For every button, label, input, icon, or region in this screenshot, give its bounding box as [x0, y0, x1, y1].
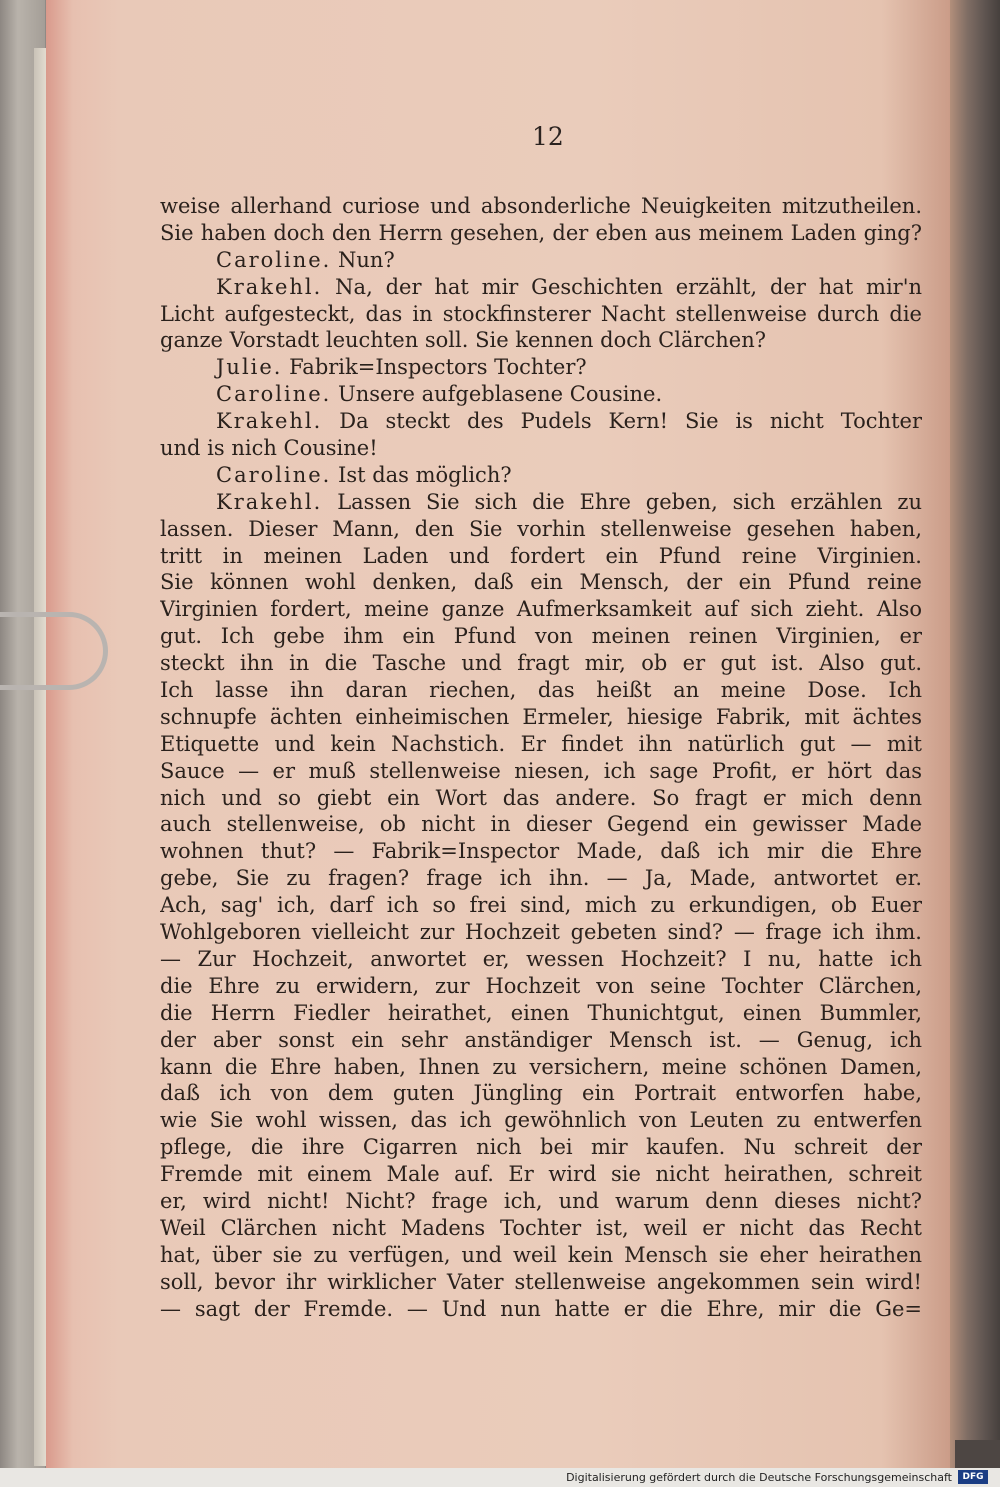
text-line [160, 193, 922, 220]
text-line [160, 462, 922, 489]
text-line [160, 758, 922, 785]
text-line [160, 865, 922, 892]
line-text: tritt in meinen Laden und fordert ein Pfund reine Virginien. [160, 543, 922, 568]
line-text: Sie können wohl denken, daß ein Mensch, der ein Pfund reine [160, 570, 922, 595]
line-text: — sagt der Fremde. — Und nun hatte er die Ehre, mir die Ge= [160, 1296, 922, 1321]
line-text: Fabrik=Inspectors Tochter? [282, 355, 587, 380]
line-text: Etiquette und kein Nachstich. Er findet ihn natürlich gut — mit [160, 731, 922, 756]
text-line [160, 1161, 922, 1188]
text-line [160, 569, 922, 596]
footer-credit: Digitalisierung gefördert durch die Deutsche Forschungsgemeinschaft [566, 1471, 952, 1484]
line-text: kann die Ehre haben, Ihnen zu versichern, meine schönen Damen, [160, 1054, 922, 1079]
speaker-name: Krakehl. [216, 489, 323, 514]
line-text: Nun? [331, 247, 395, 272]
line-text: soll, bevor ihr wirklicher Vater stellenweise angekommen sein wird! [160, 1269, 922, 1294]
line-text: die Ehre zu erwidern, zur Hochzeit von seine Tochter Clärchen, [160, 973, 922, 998]
line-text: schnupfe ächten einheimischen Ermeler, hiesige Fabrik, mit ächtes [160, 704, 922, 729]
text-line [160, 435, 922, 462]
text-line [160, 1134, 922, 1161]
text-line [160, 811, 922, 838]
line-text: gebe, Sie zu fragen? frage ich ihn. — Ja, Made, antwortet er. [160, 866, 922, 891]
line-text: wie Sie wohl wissen, das ich gewöhnlich von Leuten zu entwerfen [160, 1108, 922, 1133]
speaker-name: Krakehl. [216, 274, 323, 299]
line-text: Ist das möglich? [331, 462, 512, 487]
line-text: Unsere aufgeblasene Cousine. [331, 382, 663, 407]
text-line [160, 354, 922, 381]
text-line [160, 247, 922, 274]
line-text: wohnen thut? — Fabrik=Inspector Made, daß ich mir die Ehre [160, 839, 922, 864]
text-line [160, 704, 922, 731]
line-text: die Herrn Fiedler heirathet, einen Thunichtgut, einen Bummler, [160, 1000, 922, 1025]
line-text: hat, über sie zu verfügen, und weil kein Mensch sie eher heirathen [160, 1242, 922, 1267]
text-line [160, 838, 922, 865]
line-text: Virginien fordert, meine ganze Aufmerksamkeit auf sich zieht. Also [160, 597, 922, 622]
text-line [160, 301, 922, 328]
page-number: 12 [532, 122, 564, 151]
line-text: Fremde mit einem Male auf. Er wird sie nicht heirathen, schreit [160, 1162, 922, 1187]
speaker-name: Caroline. [216, 382, 332, 407]
text-line [160, 408, 922, 435]
text-line [160, 1296, 922, 1323]
text-line [160, 1107, 922, 1134]
line-text: Weil Clärchen nicht Madens Tochter ist, weil er nicht das Recht [160, 1215, 922, 1240]
line-text: er, wird nicht! Nicht? frage ich, und warum denn dieses nicht? [160, 1188, 922, 1213]
line-text: auch stellenweise, ob nicht in dieser Gegend ein gewisser Made [160, 812, 922, 837]
line-text: pflege, die ihre Cigarren nich bei mir kaufen. Nu schreit der [160, 1135, 922, 1160]
text-line [160, 785, 922, 812]
speaker-name: Caroline. [216, 247, 332, 272]
page-gutter-shadow [950, 0, 1000, 1468]
line-text: ganze Vorstadt leuchten soll. Sie kennen doch Clärchen? [160, 328, 767, 353]
text-line [160, 516, 922, 543]
line-text: daß ich von dem guten Jüngling ein Portrait entworfen habe, [160, 1081, 922, 1106]
text-line [160, 1188, 922, 1215]
text-line [160, 381, 922, 408]
text-line [160, 623, 922, 650]
text-line [160, 677, 922, 704]
line-text: Licht aufgesteckt, das in stockfinsterer Nacht stellenweise durch die [160, 301, 922, 326]
text-line [160, 1215, 922, 1242]
text-line [160, 327, 922, 354]
text-line [160, 489, 922, 516]
line-text: — Zur Hochzeit, anwortet er, wessen Hochzeit? I nu, hatte ich [160, 946, 922, 971]
line-text: der aber sonst ein sehr anständiger Mensch ist. — Genug, ich [160, 1027, 922, 1052]
text-line [160, 946, 922, 973]
text-line [160, 1054, 922, 1081]
line-text: Ach, sag' ich, darf ich so frei sind, mich zu erkundigen, ob Euer [160, 893, 922, 918]
line-text: Na, der hat mir Geschichten erzählt, der hat mir'n [322, 274, 922, 299]
page-body-text [160, 193, 922, 1322]
line-text: gut. Ich gebe ihm ein Pfund von meinen reinen Virginien, er [160, 624, 922, 649]
line-text: Sie haben doch den Herrn gesehen, der eben aus meinem Laden ging? [160, 220, 922, 245]
speaker-name: Julie. [216, 355, 283, 380]
text-line [160, 1027, 922, 1054]
line-text: Ich lasse ihn daran riechen, das heißt an meine Dose. Ich [160, 678, 922, 703]
text-line [160, 919, 922, 946]
text-line [160, 650, 922, 677]
line-text: Da steckt des Pudels Kern! Sie is nicht Tochter [322, 409, 922, 434]
text-line [160, 892, 922, 919]
paper-clip-icon [0, 612, 108, 690]
text-line [160, 1242, 922, 1269]
line-text: Lassen Sie sich die Ehre geben, sich erzählen zu [322, 489, 922, 514]
line-text: Sauce — er muß stellenweise niesen, ich sage Profit, er hört das [160, 758, 922, 783]
line-text: nich und so giebt ein Wort das andere. So fragt er mich denn [160, 785, 922, 810]
dfg-logo: DFG [958, 1470, 988, 1484]
text-line [160, 1000, 922, 1027]
page-fold-corner [955, 1440, 1000, 1470]
text-line [160, 543, 922, 570]
text-line [160, 220, 922, 247]
text-line [160, 1269, 922, 1296]
text-line [160, 274, 922, 301]
speaker-name: Krakehl. [216, 409, 323, 434]
line-text: weise allerhand curiose und absonderliche Neuigkeiten mitzutheilen. [160, 194, 922, 218]
speaker-name: Caroline. [216, 462, 332, 487]
line-text: Wohlgeboren vielleicht zur Hochzeit gebeten sind? — frage ich ihm. [160, 920, 922, 945]
text-line [160, 731, 922, 758]
text-line [160, 596, 922, 623]
text-line [160, 973, 922, 1000]
line-text: steckt ihn in die Tasche und fragt mir, ob er gut ist. Also gut. [160, 651, 922, 676]
text-line [160, 1080, 922, 1107]
line-text: lassen. Dieser Mann, den Sie vorhin stellenweise gesehen haben, [160, 516, 922, 541]
line-text: und is nich Cousine! [160, 436, 378, 461]
